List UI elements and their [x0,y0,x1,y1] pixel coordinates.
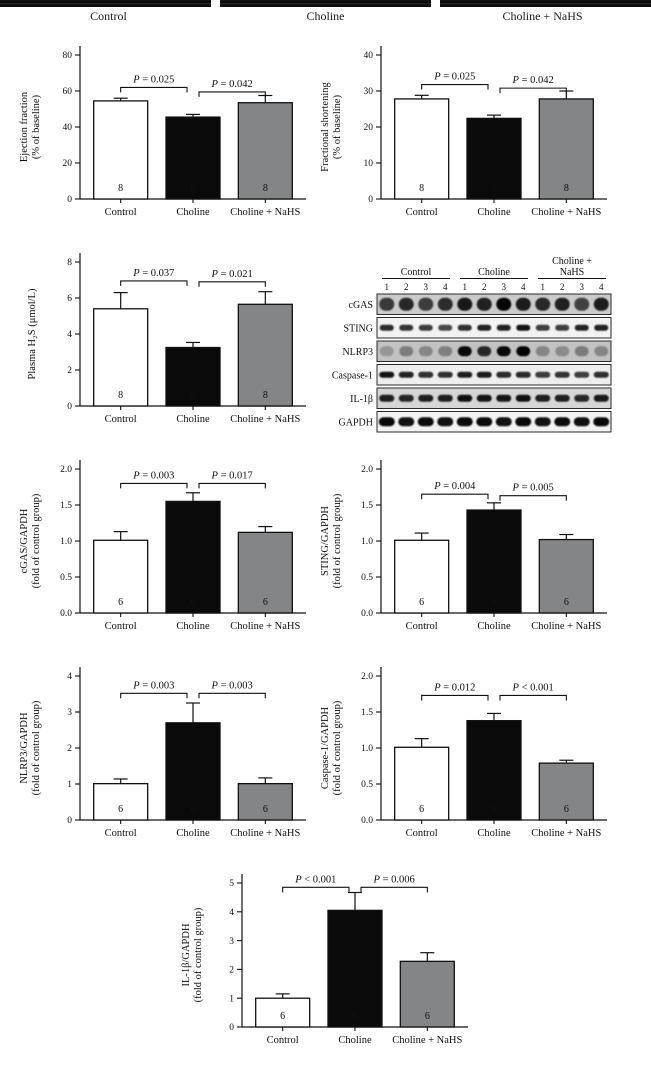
svg-text:0.5: 0.5 [361,573,373,584]
svg-text:P = 0.006: P = 0.006 [373,874,415,886]
svg-text:IL-1β: IL-1β [350,393,373,405]
chart-caspase1-gapdh [315,658,615,854]
svg-text:NLRP3: NLRP3 [342,346,373,358]
svg-text:1: 1 [462,282,467,292]
svg-text:Choline: Choline [176,207,210,218]
svg-text:P = 0.025: P = 0.025 [133,74,175,86]
svg-text:40: 40 [363,51,373,62]
svg-text:2.0: 2.0 [361,672,373,683]
svg-text:20: 20 [62,159,72,170]
figure-row-4 [0,658,651,854]
svg-text:IL-1β/GAPDH(fold of control gr: IL-1β/GAPDH(fold of control group) [180,907,204,1003]
figure-row-3 [0,451,651,647]
svg-text:2: 2 [560,282,565,292]
svg-text:0.5: 0.5 [361,780,373,791]
svg-text:P = 0.012: P = 0.012 [434,682,476,694]
svg-text:4: 4 [67,330,72,341]
echo-image-choline [220,0,431,7]
svg-text:4: 4 [599,282,604,292]
svg-text:Choline + NaHS: Choline + NaHS [230,621,301,632]
chart-sting-gapdh [315,451,615,647]
svg-text:8: 8 [262,183,268,194]
svg-text:GAPDH: GAPDH [338,417,373,429]
svg-text:P < 0.001: P < 0.001 [294,874,336,886]
svg-text:Ejection fraction(% of baselin: Ejection fraction(% of baseline) [19,91,42,163]
svg-text:cGAS/GAPDH(fold of control gro: cGAS/GAPDH(fold of control group) [19,493,42,589]
svg-text:P = 0.037: P = 0.037 [133,267,175,279]
western-blot-panel [315,244,615,440]
svg-text:P < 0.001: P < 0.001 [512,682,554,694]
svg-text:30: 30 [363,87,373,98]
svg-text:P = 0.004: P = 0.004 [434,481,476,493]
svg-text:1.0: 1.0 [361,744,373,755]
svg-text:4: 4 [521,282,526,292]
svg-text:P = 0.021: P = 0.021 [211,268,253,280]
svg-text:3: 3 [501,282,506,292]
svg-text:Control: Control [266,1035,299,1046]
svg-text:Choline + NaHS: Choline + NaHS [531,621,602,632]
svg-text:20: 20 [363,123,373,134]
svg-text:0: 0 [67,195,72,206]
svg-text:1.5: 1.5 [361,501,373,512]
echo-image-choline-nahs [440,0,651,7]
svg-text:P = 0.003: P = 0.003 [133,680,175,692]
svg-text:Control: Control [405,828,438,839]
svg-text:80: 80 [62,51,72,62]
svg-text:2: 2 [482,282,487,292]
echo-image-control [0,0,211,7]
svg-text:8: 8 [491,183,497,194]
svg-text:Choline: Choline [477,207,511,218]
svg-text:6: 6 [491,804,497,815]
echo-strip-labels [0,9,651,24]
svg-text:STING: STING [343,323,373,335]
figure-row-1 [0,37,651,233]
svg-text:2: 2 [228,965,234,976]
svg-text:Control: Control [104,828,137,839]
svg-text:1: 1 [540,282,545,292]
svg-text:6: 6 [190,804,196,815]
svg-text:Caspase-1: Caspase-1 [331,370,373,382]
svg-text:6: 6 [563,597,569,608]
svg-text:2: 2 [404,282,409,292]
svg-text:3: 3 [228,936,234,947]
svg-text:2.0: 2.0 [361,465,373,476]
svg-text:8: 8 [118,183,124,194]
svg-text:40: 40 [62,123,72,134]
chart-nlrp3-gapdh [14,658,314,854]
svg-text:6: 6 [424,1011,430,1022]
svg-text:4: 4 [67,672,72,683]
svg-text:8: 8 [262,390,268,401]
svg-text:NLRP3/GAPDH(fold of control gr: NLRP3/GAPDH(fold of control group) [19,700,42,796]
svg-text:Choline + NaHS: Choline + NaHS [230,207,301,218]
svg-text:Choline + NaHS: Choline + NaHS [531,207,602,218]
svg-text:6: 6 [118,804,124,815]
chart-plasma-h2s [14,244,314,440]
echo-label-choline-nahs: Choline + NaHS [502,9,583,23]
chart-il1b-gapdh [176,865,476,1061]
svg-text:Control: Control [104,414,137,425]
chart-fractional-shortening [315,37,615,233]
svg-text:5: 5 [228,879,234,890]
svg-text:P = 0.042: P = 0.042 [211,78,253,90]
svg-text:6: 6 [352,1011,357,1022]
svg-text:6: 6 [279,1011,285,1022]
svg-text:0: 0 [67,402,72,413]
svg-text:Choline: Choline [176,414,210,425]
svg-text:Choline: Choline [176,828,210,839]
svg-text:0.5: 0.5 [60,573,72,584]
echo-label-choline: Choline [306,9,345,23]
chart-ejection-fraction [14,37,314,233]
svg-text:Choline: Choline [176,621,210,632]
svg-text:Plasma H₂S (μmol/L): Plasma H₂S (μmol/L) [27,288,38,380]
svg-text:Choline +: Choline + [552,256,592,267]
figure-row-5 [0,865,651,1061]
svg-text:3: 3 [579,282,584,292]
svg-text:Choline + NaHS: Choline + NaHS [391,1035,462,1046]
svg-text:P = 0.003: P = 0.003 [133,470,175,482]
svg-text:P = 0.003: P = 0.003 [211,680,253,692]
svg-text:1.0: 1.0 [60,537,72,548]
svg-text:P = 0.025: P = 0.025 [434,71,476,83]
svg-text:Control: Control [104,621,137,632]
svg-text:8: 8 [419,183,425,194]
svg-text:cGAS: cGAS [348,299,373,311]
svg-text:6: 6 [67,294,72,305]
svg-text:Control: Control [405,207,438,218]
svg-text:8: 8 [190,183,196,194]
svg-text:Choline: Choline [337,1035,372,1046]
svg-text:8: 8 [190,390,196,401]
svg-text:Choline: Choline [477,828,511,839]
svg-text:6: 6 [262,804,268,815]
svg-text:6: 6 [262,597,268,608]
svg-text:Choline + NaHS: Choline + NaHS [531,828,602,839]
svg-text:Choline + NaHS: Choline + NaHS [230,828,301,839]
svg-text:NaHS: NaHS [559,267,585,278]
svg-text:1.5: 1.5 [60,501,72,512]
svg-text:8: 8 [563,183,569,194]
svg-text:Control: Control [104,207,137,218]
svg-text:0.0: 0.0 [60,609,72,620]
svg-text:6: 6 [491,597,497,608]
echocardiogram-strips [0,0,651,7]
svg-text:1: 1 [67,780,72,791]
svg-text:1.0: 1.0 [361,537,373,548]
svg-text:0: 0 [67,816,72,827]
svg-text:6: 6 [419,597,425,608]
svg-text:3: 3 [67,708,72,719]
svg-text:Control: Control [400,267,432,278]
svg-text:0.0: 0.0 [361,816,373,827]
svg-text:1.5: 1.5 [361,708,373,719]
svg-text:0.0: 0.0 [361,609,373,620]
svg-text:2: 2 [67,366,72,377]
figure-row-2 [0,244,651,440]
svg-text:Control: Control [405,621,438,632]
svg-text:6: 6 [118,597,124,608]
svg-text:2: 2 [67,744,72,755]
svg-text:Fractional shortening(% of bas: Fractional shortening(% of baseline) [320,82,343,172]
svg-text:0: 0 [368,195,373,206]
svg-text:60: 60 [62,87,72,98]
svg-text:8: 8 [118,390,124,401]
svg-text:3: 3 [423,282,428,292]
svg-text:Choline: Choline [478,267,510,278]
svg-text:Choline: Choline [477,621,511,632]
svg-text:6: 6 [419,804,425,815]
svg-text:P = 0.005: P = 0.005 [512,482,554,494]
echo-label-control: Control [90,9,127,23]
svg-text:2.0: 2.0 [60,465,72,476]
chart-cgas-gapdh [14,451,314,647]
svg-text:4: 4 [443,282,448,292]
svg-text:4: 4 [228,908,234,918]
svg-text:Choline + NaHS: Choline + NaHS [230,414,301,425]
svg-text:6: 6 [190,597,196,608]
svg-text:Caspase-1/GAPDH(fold of contro: Caspase-1/GAPDH(fold of control group) [320,700,343,796]
svg-text:STING/GAPDH(fold of control gr: STING/GAPDH(fold of control group) [320,493,343,589]
svg-text:1: 1 [228,994,234,1005]
svg-text:6: 6 [563,804,569,815]
svg-text:P = 0.017: P = 0.017 [211,470,253,482]
svg-text:10: 10 [363,159,373,170]
svg-text:8: 8 [67,258,72,269]
svg-text:1: 1 [384,282,389,292]
svg-text:P = 0.042: P = 0.042 [512,75,554,87]
svg-text:0: 0 [228,1023,234,1034]
